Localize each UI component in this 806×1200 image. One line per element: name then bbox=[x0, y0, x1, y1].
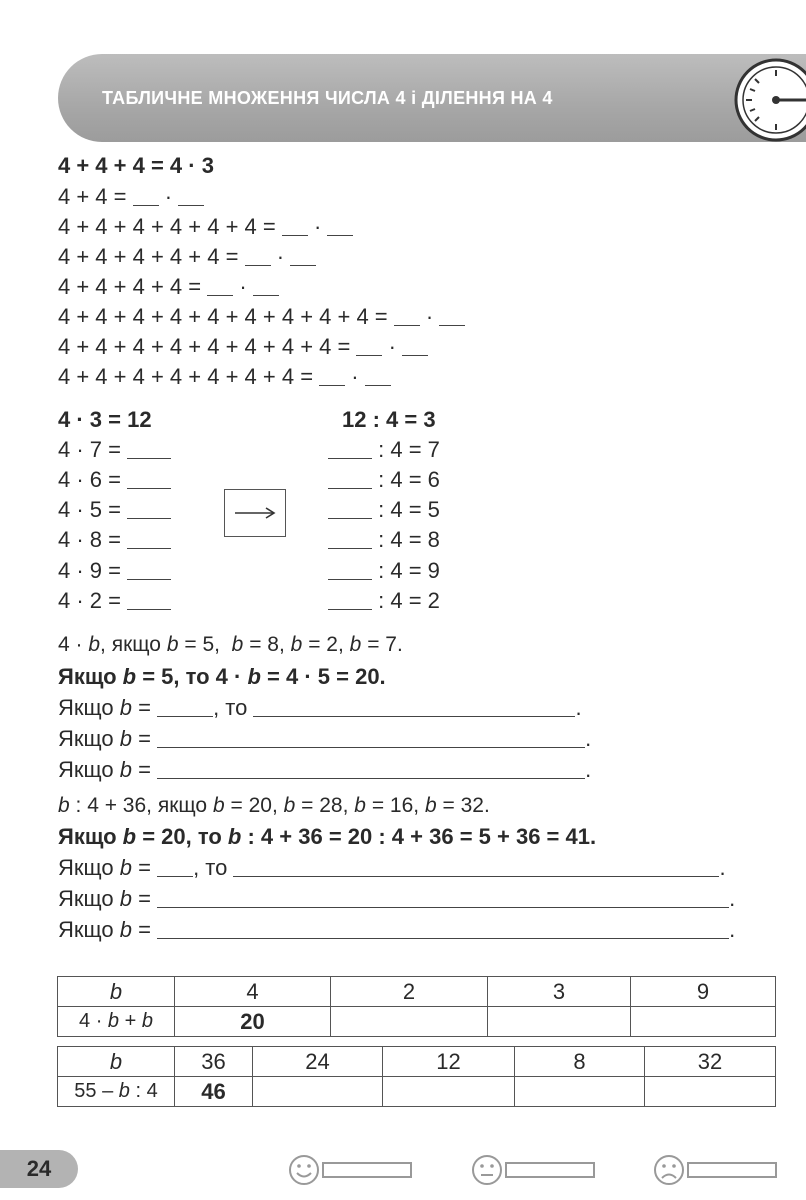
div-line-2: : 4 = 6 bbox=[328, 467, 440, 493]
div-line-4: : 4 = 8 bbox=[328, 527, 440, 553]
answer-blank[interactable] bbox=[157, 698, 213, 717]
task1-expression: 4 · b, якщо b = 5, b = 8, b = 2, b = 7. bbox=[58, 633, 403, 656]
table-cell: 46 bbox=[175, 1077, 253, 1107]
answer-blank[interactable] bbox=[365, 367, 391, 386]
answer-blank[interactable] bbox=[178, 187, 204, 206]
table-cell[interactable] bbox=[331, 1007, 488, 1037]
answer-blank[interactable] bbox=[328, 591, 372, 610]
page-title: ТАБЛИЧНЕ МНОЖЕННЯ ЧИСЛА 4 і ДІЛЕННЯ НА 4 bbox=[102, 88, 553, 108]
mult-line-3: 4 · 5 = bbox=[58, 497, 171, 523]
answer-blank[interactable] bbox=[394, 307, 420, 326]
rating-smile[interactable] bbox=[287, 1153, 413, 1187]
table-header-cell: b bbox=[58, 1047, 175, 1077]
table-row-label: 55 – b : 4 bbox=[58, 1077, 175, 1107]
header-banner bbox=[58, 54, 806, 142]
table-cell[interactable] bbox=[383, 1077, 515, 1107]
table-header-cell: 36 bbox=[175, 1047, 253, 1077]
task2-expression: b : 4 + 36, якщо b = 20, b = 28, b = 16, b = 32. bbox=[58, 794, 490, 817]
answer-blank[interactable] bbox=[157, 889, 729, 908]
answer-blank[interactable] bbox=[157, 729, 585, 748]
answer-blank[interactable] bbox=[127, 470, 171, 489]
sum-line-5: 4 + 4 + 4 + 4 + 4 + 4 + 4 + 4 + 4 = · bbox=[58, 304, 465, 330]
table-header-cell: b bbox=[58, 977, 175, 1007]
rating-neutral[interactable] bbox=[470, 1153, 596, 1187]
answer-blank[interactable] bbox=[356, 337, 382, 356]
table-row bbox=[58, 1077, 776, 1107]
table-header-cell: 9 bbox=[631, 977, 776, 1007]
table-row bbox=[58, 1007, 776, 1037]
sum-line-2: 4 + 4 + 4 + 4 + 4 + 4 = · bbox=[58, 214, 353, 240]
answer-blank[interactable] bbox=[328, 500, 372, 519]
sum-line-1: 4 + 4 = · bbox=[58, 184, 204, 210]
answer-blank[interactable] bbox=[157, 920, 729, 939]
table-row bbox=[58, 1047, 776, 1077]
sum-example: 4 + 4 + 4 = 4 · 3 bbox=[58, 153, 214, 178]
answer-blank[interactable] bbox=[253, 698, 575, 717]
div-line-3: : 4 = 5 bbox=[328, 497, 440, 523]
table-4b-plus-b bbox=[57, 976, 776, 1037]
answer-blank[interactable] bbox=[439, 307, 465, 326]
answer-blank[interactable] bbox=[133, 187, 159, 206]
smile-face-icon bbox=[287, 1153, 413, 1187]
div-line-1: : 4 = 7 bbox=[328, 437, 440, 463]
table-row-label: 4 · b + b bbox=[58, 1007, 175, 1037]
answer-blank[interactable] bbox=[127, 530, 171, 549]
answer-blank[interactable] bbox=[157, 760, 585, 779]
task2-fill-2: Якщо b = . bbox=[58, 886, 736, 911]
table-cell[interactable] bbox=[488, 1007, 631, 1037]
table-row bbox=[58, 977, 776, 1007]
page-number: 24 bbox=[0, 1150, 78, 1188]
answer-blank[interactable] bbox=[282, 217, 308, 236]
table-header-cell: 24 bbox=[253, 1047, 383, 1077]
mult-example: 4 · 3 = 12 bbox=[58, 407, 152, 432]
sad-face-icon bbox=[652, 1153, 778, 1187]
div-line-5: : 4 = 9 bbox=[328, 558, 440, 584]
task2-example: Якщо b = 20, то b : 4 + 36 = 20 : 4 + 36 = 5 + 36 = 41. bbox=[58, 824, 597, 849]
mult-line-1: 4 · 7 = bbox=[58, 437, 171, 463]
sum-line-7: 4 + 4 + 4 + 4 + 4 + 4 + 4 = · bbox=[58, 364, 391, 390]
table-header-cell: 8 bbox=[515, 1047, 645, 1077]
answer-blank[interactable] bbox=[328, 530, 372, 549]
sum-line-3: 4 + 4 + 4 + 4 + 4 = · bbox=[58, 244, 316, 270]
mult-line-2: 4 · 6 = bbox=[58, 467, 171, 493]
task1-example: Якщо b = 5, то 4 · b = 4 · 5 = 20. bbox=[58, 664, 386, 689]
neutral-face-icon bbox=[470, 1153, 596, 1187]
arrow-right-icon bbox=[233, 503, 277, 523]
answer-blank[interactable] bbox=[127, 591, 171, 610]
arrow-box bbox=[224, 489, 286, 537]
table-cell: 20 bbox=[175, 1007, 331, 1037]
div-line-6: : 4 = 2 bbox=[328, 588, 440, 614]
answer-blank[interactable] bbox=[402, 337, 428, 356]
task2-fill-1: Якщо b = , то . bbox=[58, 855, 726, 880]
table-cell[interactable] bbox=[515, 1077, 645, 1107]
rating-sad[interactable] bbox=[652, 1153, 778, 1187]
task1-fill-1: Якщо b = , то . bbox=[58, 695, 582, 720]
task1-fill-3: Якщо b = . bbox=[58, 757, 592, 782]
answer-blank[interactable] bbox=[327, 217, 353, 236]
task2-fill-3: Якщо b = . bbox=[58, 917, 736, 942]
div-example: 12 : 4 = 3 bbox=[342, 407, 436, 432]
answer-blank[interactable] bbox=[328, 470, 372, 489]
task1-fill-2: Якщо b = . bbox=[58, 726, 592, 751]
answer-blank[interactable] bbox=[328, 440, 372, 459]
answer-blank[interactable] bbox=[290, 247, 316, 266]
table-header-cell: 4 bbox=[175, 977, 331, 1007]
table-header-cell: 3 bbox=[488, 977, 631, 1007]
answer-blank[interactable] bbox=[245, 247, 271, 266]
table-cell[interactable] bbox=[631, 1007, 776, 1037]
sum-line-4: 4 + 4 + 4 + 4 = · bbox=[58, 274, 279, 300]
answer-blank[interactable] bbox=[233, 858, 719, 877]
table-cell[interactable] bbox=[645, 1077, 776, 1107]
mult-line-6: 4 · 2 = bbox=[58, 588, 171, 614]
answer-blank[interactable] bbox=[319, 367, 345, 386]
clock-icon bbox=[720, 56, 806, 142]
answer-blank[interactable] bbox=[207, 277, 233, 296]
answer-blank[interactable] bbox=[157, 858, 193, 877]
table-cell[interactable] bbox=[253, 1077, 383, 1107]
answer-blank[interactable] bbox=[328, 561, 372, 580]
mult-line-5: 4 · 9 = bbox=[58, 558, 171, 584]
table-header-cell: 32 bbox=[645, 1047, 776, 1077]
sum-line-6: 4 + 4 + 4 + 4 + 4 + 4 + 4 + 4 = · bbox=[58, 334, 428, 360]
mult-line-4: 4 · 8 = bbox=[58, 527, 171, 553]
answer-blank[interactable] bbox=[253, 277, 279, 296]
answer-blank[interactable] bbox=[127, 440, 171, 459]
answer-blank[interactable] bbox=[127, 561, 171, 580]
table-header-cell: 2 bbox=[331, 977, 488, 1007]
answer-blank[interactable] bbox=[127, 500, 171, 519]
table-header-cell: 12 bbox=[383, 1047, 515, 1077]
table-55-minus-b-div-4 bbox=[57, 1046, 776, 1107]
